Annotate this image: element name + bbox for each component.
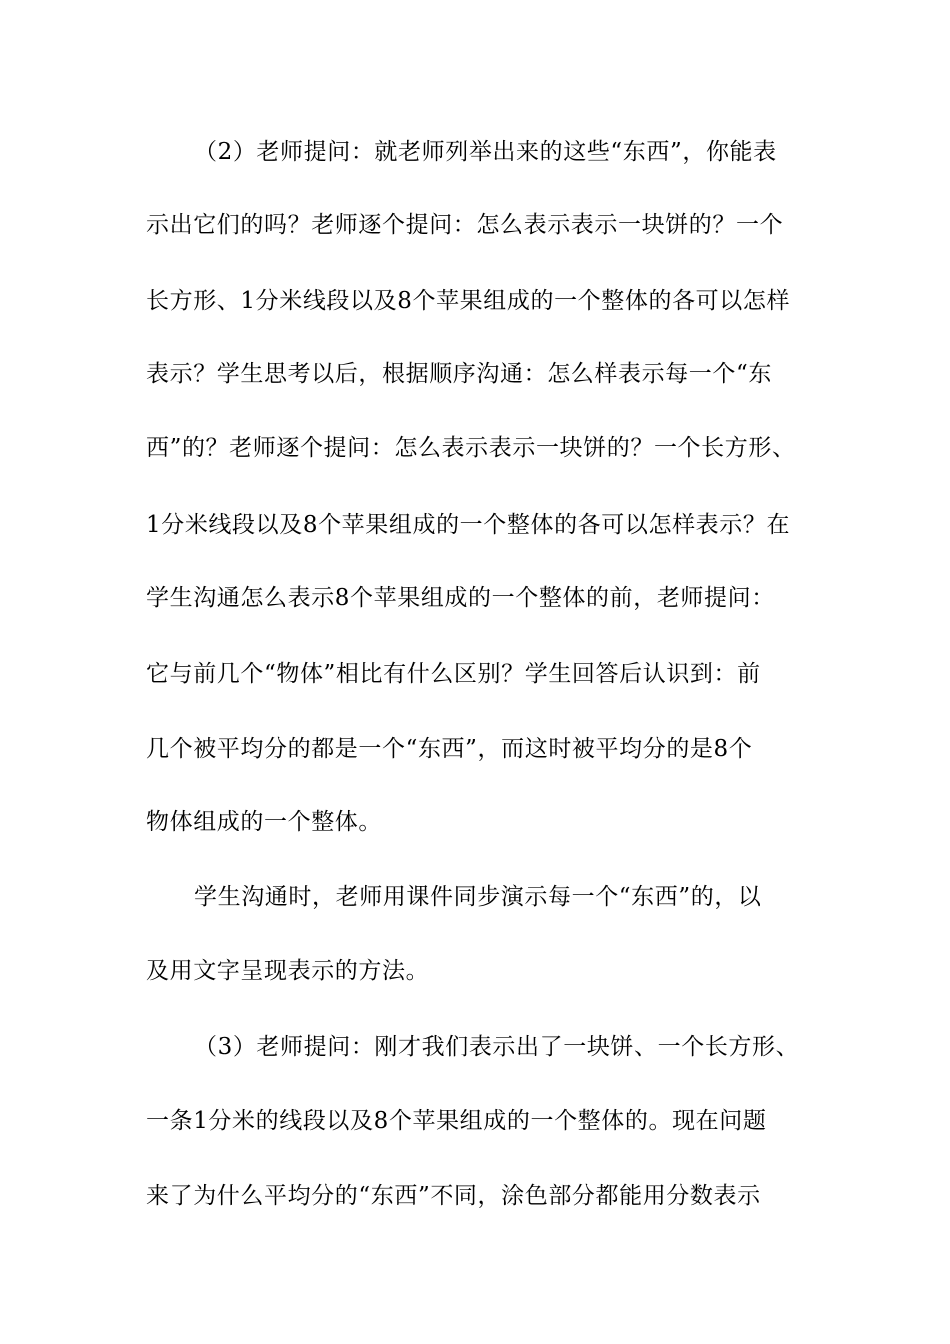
paragraph-line: 来了为什么平均分的“东西”不同，涂色部分都能用分数表示: [146, 1183, 761, 1209]
paragraph-line: （3）老师提问：刚才我们表示出了一块饼、一个长方形、: [194, 1034, 800, 1060]
paragraph-line: 长方形、1分米线段以及8个苹果组成的一个整体的各可以怎样: [146, 288, 791, 314]
paragraph-line: 学生沟通怎么表示8个苹果组成的一个整体的前，老师提问：: [146, 585, 775, 611]
paragraph-line: 表示？学生思考以后，根据顺序沟通：怎么样表示每一个“东: [146, 361, 772, 387]
paragraph-line: （2）老师提问：就老师列举出来的这些“东西”，你能表: [194, 139, 777, 165]
paragraph-line: 学生沟通时，老师用课件同步演示每一个“东西”的，以: [194, 884, 762, 910]
paragraph-line: 及用文字呈现表示的方法。: [146, 958, 430, 984]
paragraph-line: 西”的？老师逐个提问：怎么表示表示一块饼的？一个长方形、: [146, 435, 796, 461]
paragraph-line: 它与前几个“物体”相比有什么区别？学生回答后认识到：前: [146, 661, 761, 687]
paragraph-line: 几个被平均分的都是一个“东西”，而这时被平均分的是8个: [146, 736, 753, 762]
paragraph-line: 示出它们的吗？老师逐个提问：怎么表示表示一块饼的？一个: [146, 212, 784, 238]
paragraph-line: 1分米线段以及8个苹果组成的一个整体的各可以怎样表示？在: [146, 512, 791, 538]
paragraph-line: 物体组成的一个整体。: [146, 809, 382, 835]
paragraph-line: 一条1分米的线段以及8个苹果组成的一个整体的。现在问题: [146, 1108, 767, 1134]
